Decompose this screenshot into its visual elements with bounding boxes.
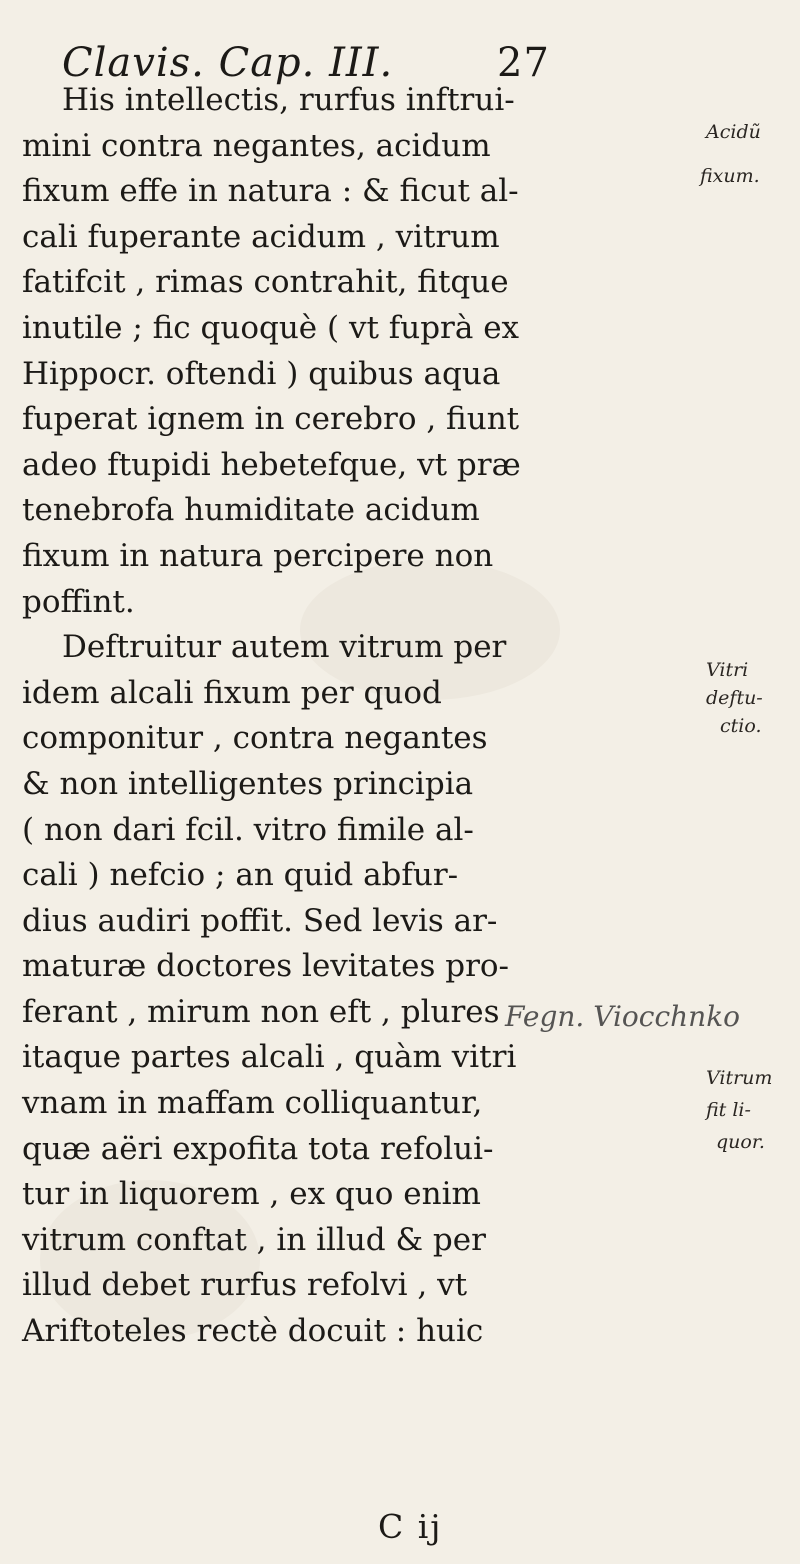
text-line: Ariftoteles rectè docuit : huic <box>22 1313 484 1350</box>
page-number: 27 <box>497 40 550 86</box>
text-line: & non intelligentes principia <box>22 765 474 802</box>
margin-note-vitrum: Vitrum <box>706 1067 773 1089</box>
text-line: His intellectis, rurfus inftrui- <box>62 82 515 118</box>
text-line: idem alcali fixum per quod <box>22 674 442 711</box>
running-title: Clavis. Cap. III. <box>62 40 394 86</box>
text-line: Deftruitur autem vitrum per <box>62 629 507 666</box>
text-line: inutile ; fic quoquè ( vt fuprà ex <box>22 309 520 346</box>
text-line: cali fuperante acidum , vitrum <box>22 218 500 255</box>
text-line: ( non dari fcil. vitro fimile al- <box>22 811 474 848</box>
text-line: tur in liquorem , ex quo enim <box>22 1176 481 1213</box>
text-line: illud debet rurfus refolvi , vt <box>22 1267 468 1304</box>
text-line: fixum in natura percipere non <box>22 537 494 574</box>
text-line: maturæ doctores levitates pro- <box>22 948 510 985</box>
text-line: vitrum conftat , in illud & per <box>22 1221 486 1258</box>
margin-note-vitri: ctio. <box>720 715 762 737</box>
handwritten-annotation: Fegn. Viocchnko <box>505 1000 741 1033</box>
text-line: ferant , mirum non eft , plures <box>22 993 500 1030</box>
text-line: poffint. <box>22 583 135 620</box>
text-line: fixum effe in natura : & ficut al- <box>22 173 519 210</box>
text-line: tenebrofa humiditate acidum <box>22 492 480 529</box>
text-line: itaque partes alcali , quàm vitri <box>22 1039 517 1076</box>
text-line: componitur , contra negantes <box>22 720 488 757</box>
text-line: dius audiri poffit. Sed levis ar- <box>22 902 498 939</box>
main-text <box>22 78 582 1355</box>
margin-note-acidum: Acidũ <box>706 121 761 143</box>
margin-note-vitrum: fit li- <box>706 1099 751 1121</box>
text-line: quæ aëri expofita tota refolui- <box>22 1130 494 1167</box>
text-line: vnam in maffam colliquantur, <box>22 1085 483 1122</box>
text-line: fatifcit , rimas contrahit, fitque <box>22 264 509 301</box>
margin-note-vitri: deftu- <box>706 687 763 709</box>
text-line: fuperat ignem in cerebro , fiunt <box>22 401 520 438</box>
text-line: cali ) nefcio ; an quid abfur- <box>22 857 459 894</box>
text-line: mini contra negantes, acidum <box>22 127 491 164</box>
margin-note-vitrum: quor. <box>716 1131 765 1153</box>
margin-note-vitri: Vitri <box>706 659 749 681</box>
text-line: Hippocr. oftendi ) quibus aqua <box>22 355 501 392</box>
text-line: adeo ftupidi hebetefque, vt præ <box>22 446 521 483</box>
signature-mark: C ij <box>378 1507 443 1546</box>
margin-note-acidum: fixum. <box>700 165 760 187</box>
